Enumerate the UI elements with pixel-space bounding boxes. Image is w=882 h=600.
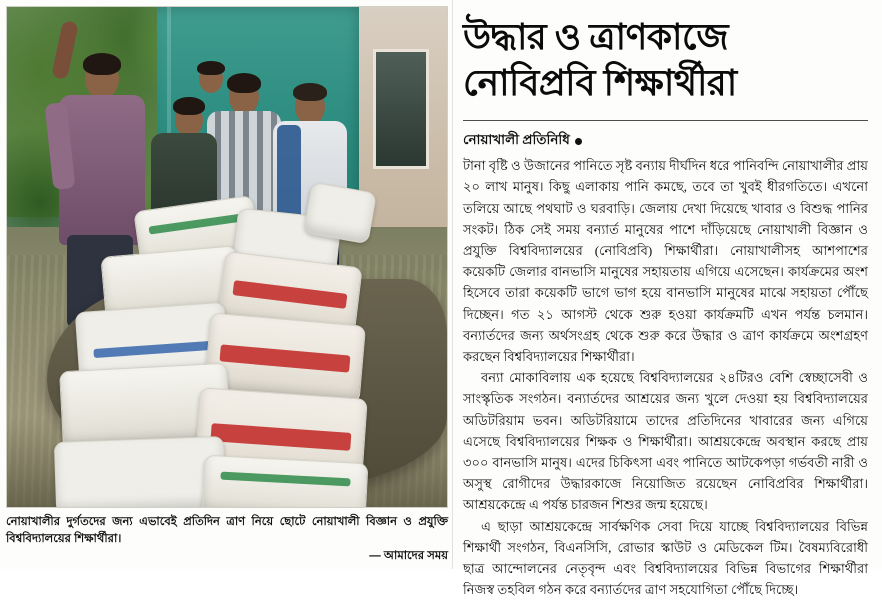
article-byline bbox=[463, 129, 868, 152]
window-upper bbox=[373, 49, 429, 169]
article-paragraph: এ ছাড়া আশ্রয়কেন্দ্রে সার্বক্ষণিক সেবা দিয়ে যাচ্ছে বিশ্ববিদ্যালয়ের বিভিন্ন শিক্ষার্থী সংগঠন, বিএনসিসি, রোভার স্কাউট ও মেডিকেল টিম। বৈষম্যবিরোধী ছাত্র আন্দোলনের নেতৃবৃন্দ এবং বিশ্ববিদ্যালয়ের বিভিন্ন বিভাগের শিক্ষার্থীরা নিজস্ব তহবিল গঠন করে বন্যার্তদের ত্রাণ সহযোগিতা পৌঁছে দিচ্ছে। bbox=[463, 518, 868, 598]
relief-sack bbox=[303, 182, 377, 245]
news-photo bbox=[6, 6, 448, 508]
relief-sack bbox=[54, 436, 226, 507]
relief-sack bbox=[202, 455, 369, 507]
headline-line-1: উদ্ধার ও ত্রাণকাজে bbox=[463, 17, 729, 57]
article-body bbox=[463, 155, 868, 600]
byline-dot-icon bbox=[575, 138, 582, 145]
photo-caption-text: নোয়াখালীর দুর্গতদের জন্য এভাবেই প্রতিদিন ত্রাণ নিয়ে ছোটে নোয়াখালী বিজ্ঞান ও প্রযুক্তি বিশ্ববিদ্যালয়ের শিক্ষার্থীরা। bbox=[6, 515, 448, 545]
byline-text: নোয়াখালী প্রতিনিধি bbox=[463, 132, 570, 148]
article-paragraph: টানা বৃষ্টি ও উজানের পানিতে সৃষ্ট বন্যায় দীর্ঘদিন ধরে পানিবন্দি নোয়াখালীর প্রায় ২০ লাখ মানুষ। কিছু এলাকায় পানি কমছে, তবে তা খুবই ধীরগতিতে। এখনো তলিয়ে আছে পথঘাট ও ঘরবাড়ি। জেলায় দেখা দিয়েছে খাবার ও বিশুদ্ধ পানির সংকট। ঠিক সেই সময় বন্যার্ত মানুষের পাশে দাঁড়িয়েছে নোয়াখালী বিজ্ঞান ও প্রযুক্তি বিশ্ববিদ্যালয়ের (নোবিপ্রবি) শিক্ষার্থীরা। নোয়াখালীসহ আশপাশের কয়েকটি জেলার বানভাসি মানুষের সহায়তায় এগিয়ে এসেছেন। কার্যক্রমের অংশ হিসেবে তারা কয়েকটি ভাগে ভাগ হয়ে বানভাসি মানুষের মাঝে সহায়তা পৌঁছে দিচ্ছেন। গত ২১ আগস্ট থেকে শুরু হওয়া কার্যক্রমটি এখন পর্যন্ত চলমান। বন্যার্তদের জন্য অর্থসংগ্রহ থেকে শুরু করে উদ্ধার ও ত্রাণ কার্যক্রমে অংশগ্রহণ করছেন বিশ্ববিদ্যালয়ের শিক্ষার্থীরা। bbox=[463, 158, 868, 364]
photo-credit: — আমাদের সময় bbox=[369, 550, 448, 563]
article-column bbox=[452, 0, 882, 598]
photo-scene bbox=[7, 7, 447, 507]
article-headline bbox=[463, 14, 868, 106]
headline-divider bbox=[463, 120, 868, 121]
photo-caption bbox=[6, 514, 448, 565]
photo-column bbox=[0, 0, 452, 569]
headline-line-2: নোবিপ্রবি শিক্ষার্থীরা bbox=[463, 63, 737, 104]
article-paragraph: বন্যা মোকাবিলায় এক হয়েছে বিশ্ববিদ্যালয়ের ২৪টিরও বেশি স্বেচ্ছাসেবী ও সাংস্কৃতিক সংগঠন। বন্যার্তদের আশ্রয়ের জন্য খুলে দেওয়া হয় বিশ্ববিদ্যালয়ের অডিটরিয়াম ভবন। অডিটরিয়ামে তাদের প্রতিদিনের খাবারের জন্য এগিয়ে এসেছে বিশ্ববিদ্যালয়ের শিক্ষক ও শিক্ষার্থীরা। আশ্রয়কেন্দ্রে অবস্থান করছে প্রায় ৩০০ বানভাসি মানুষ। এদের চিকিৎসা এবং পানিতে আটকেপড়া গর্ভবতী নারী ও অসুস্থ রোগীদের উদ্ধারকাজে নিয়োজিত রয়েছেন নোবিপ্রবির শিক্ষার্থীরা। আশ্রয়কেন্দ্রে এ পর্যন্ত চারজন শিশুর জন্ম হয়েছে। bbox=[463, 370, 868, 513]
